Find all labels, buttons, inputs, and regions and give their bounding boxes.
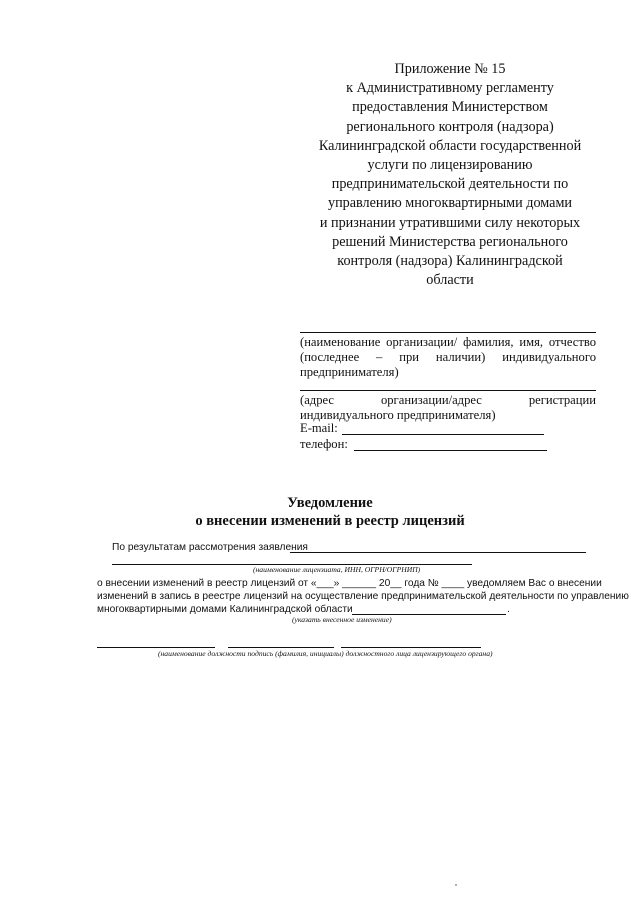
appendix-line: и признании утратившими силу некоторых: [319, 214, 581, 231]
email-label: E-mail:: [300, 421, 338, 435]
org-caption-line: (последнее – при наличии) индивидуального: [300, 350, 596, 364]
appendix-line: регионального контроля (надзора): [346, 118, 554, 135]
address-caption-line: (адрес организации/адрес регистрации: [300, 393, 596, 407]
notice-title: [160, 494, 500, 530]
body-line-end: .: [507, 604, 510, 615]
appendix-line: Калининградской области государственной: [318, 137, 582, 154]
phone-field-line[interactable]: [354, 450, 547, 451]
body-line: о внесении изменений в реестр лицензий от «___» ______ 20__ года № ____ уведомляем Вас о внесении: [97, 578, 602, 589]
appendix-line: предоставления Министерством: [352, 99, 548, 116]
body-line-start: многоквартирными домами Калининградской области: [97, 604, 353, 615]
licensee-caption: (наименование лицензиата, ИНН, ОГРН/ОГРНИП): [253, 565, 421, 574]
appendix-line: предпринимательской деятельности по: [331, 176, 569, 193]
appendix-header: [300, 60, 600, 290]
appendix-line: услуги по лицензированию: [367, 157, 533, 174]
signature-field-line[interactable]: [228, 647, 334, 648]
phone-label: телефон:: [300, 437, 348, 451]
application-field-line[interactable]: [290, 552, 586, 553]
notice-title-line: о внесении изменений в реестр лицензий: [195, 513, 465, 529]
intro-text: По результатам рассмотрения заявления: [112, 542, 308, 553]
org-name-field-line[interactable]: [300, 332, 596, 333]
address-caption-line: индивидуального предпринимателя): [300, 408, 496, 422]
changes-caption: (указать внесенное изменение): [292, 615, 392, 624]
appendix-line: к Административному регламенту: [346, 80, 554, 97]
org-caption-line: (наименование организации/ фамилия, имя, отчество: [300, 335, 596, 349]
body-line: изменений в запись в реестре лицензий на осуществление предпринимательской деятельности по управлению: [97, 591, 629, 602]
appendix-line: контроля (надзора) Калининградской: [337, 253, 563, 270]
org-caption-line: предпринимателя): [300, 365, 399, 379]
scan-speck: [455, 884, 457, 886]
email-field-line[interactable]: [342, 434, 544, 435]
appendix-line: решений Министерства регионального: [332, 233, 568, 250]
notice-title-line: Уведомление: [287, 495, 373, 511]
name-field-line[interactable]: [341, 647, 481, 648]
recipient-address-block: [300, 390, 596, 423]
appendix-line: управлению многоквартирными домами: [327, 195, 573, 212]
appendix-line: Приложение № 15: [394, 61, 506, 77]
address-field-line[interactable]: [300, 390, 596, 391]
position-field-line[interactable]: [97, 647, 215, 648]
recipient-org-block: [300, 332, 596, 380]
appendix-line: области: [426, 272, 474, 289]
signature-caption: (наименование должности подпись (фамилия, инициалы) должностного лица лицензирующего органа): [158, 649, 493, 658]
